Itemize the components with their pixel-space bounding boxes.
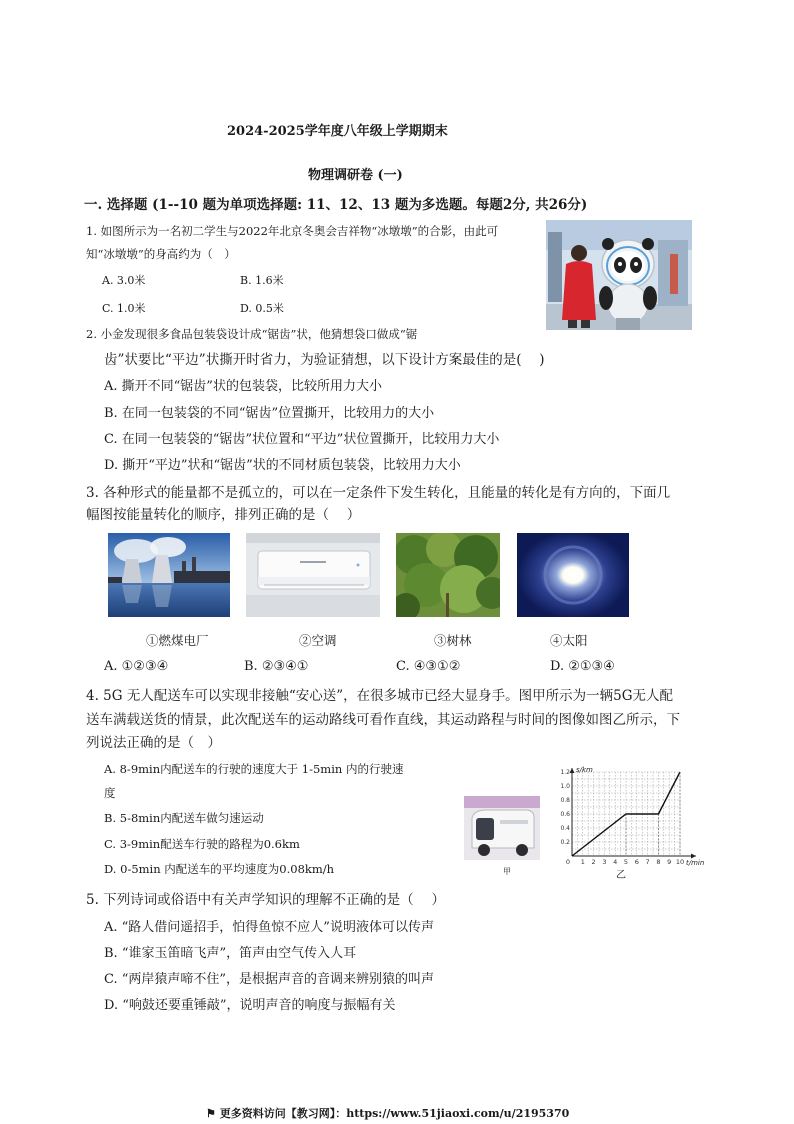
x-tick-label: 10: [675, 858, 685, 866]
q1-line2: 知“冰墩墩”的身高约为（ ）: [86, 247, 236, 261]
q5-option-b: B. “谁家玉笛暗飞声”，笛声由空气传入人耳: [104, 946, 357, 961]
q3-option-c: C. ④③①②: [396, 659, 461, 674]
q3-caption-2: ②空调: [299, 633, 337, 648]
x-tick-label: 1: [580, 858, 585, 866]
q2-option-a: A. 撕开不同“锯齿”状的包装袋，比较所用力大小: [104, 379, 382, 394]
q3-forest-image: [396, 533, 500, 617]
q3-option-d: D. ②①③④: [550, 659, 615, 674]
q2-line1: 2. 小金发现很多食品包装袋设计成“锯齿”状，他猜想袋口做成“锯: [86, 327, 418, 341]
q4-line1: 4. 5G 无人配送车可以实现非接触“安心送”，在很多城市已经大显身手。图甲所示为一辆5G无人配: [86, 688, 674, 704]
x-axis-arrow: [691, 854, 696, 859]
q3-option-b: B. ②③④①: [244, 659, 309, 674]
q4-option-a: A. 8-9min内配送车的行驶的速度大于 1-5min 内的行驶速: [104, 762, 404, 776]
q3-caption-3: ③树林: [434, 633, 472, 648]
x-tick-label: 5: [623, 858, 629, 866]
x-tick-label: 2: [591, 858, 596, 866]
footer-link[interactable]: 更多资料访问【教习网】：https://www.51jiaoxi.com/u/2195370: [219, 1107, 570, 1120]
y-tick-label: 0.6: [560, 811, 570, 819]
exam-title: 2024-2025学年度八年级上学期期末: [227, 124, 448, 139]
q3-caption-4: ④太阳: [550, 633, 588, 648]
q3-line1: 3. 各种形式的能量都不是孤立的，可以在一定条件下发生转化，且能量的转化是有方向的，下面几: [86, 485, 671, 501]
y-axis-arrow: [570, 768, 575, 773]
y-tick-label: 0.2: [560, 839, 570, 847]
q1-option-c: C. 1.0米: [102, 302, 146, 315]
q4-line3: 列说法正确的是（ ）: [86, 735, 221, 751]
q3-line2: 幅图按能量转化的顺序，排列正确的是（ ）: [86, 507, 361, 523]
q3-option-a: A. ①②③④: [104, 659, 169, 674]
q5-line1: 5. 下列诗词或俗语中有关声学知识的理解不正确的是（ ）: [86, 892, 445, 908]
q5-option-c: C. “两岸猿声啼不住”，是根据声音的音调来辨别猿的叫声: [104, 972, 435, 987]
x-tick-label: 0: [565, 858, 571, 866]
x-tick-label: 6: [634, 858, 639, 866]
q4-delivery-vehicle-image: [464, 796, 540, 860]
q1-line1: 1. 如图所示为一名初二学生与2022年北京冬奥会吉祥物“冰墩墩”的合影，由此可: [86, 224, 499, 238]
q2-option-b: B. 在同一包装袋的不同“锯齿”位置撕开，比较用力的大小: [104, 406, 435, 421]
q3-sun-image: [517, 533, 629, 617]
section-heading: 一. 选择题 (1--10 题为单项选择题: 11、12、13 题为多选题。每题2分, 共26分): [84, 197, 588, 213]
q4-line2: 送车满载送货的情景，此次配送车的运动路线可看作直线，其运动路程与时间的图像如图乙所示，下: [86, 712, 680, 728]
x-tick-label: 4: [613, 858, 618, 866]
q1-option-d: D. 0.5米: [240, 302, 284, 315]
q4-option-d: D. 0-5min 内配送车的平均速度为0.08km/h: [104, 862, 335, 876]
chart-axes: [560, 766, 704, 867]
q2-line2: 齿”状要比“平边”状撕开时省力，为验证猜想，以下设计方案最佳的是( ): [104, 352, 545, 368]
y-tick-label: 0.4: [560, 825, 570, 833]
q5-option-a: A. “路人借问遥招手，怕得鱼惊不应人”说明液体可以传声: [104, 920, 434, 935]
q3-power-plant-image: [108, 533, 230, 617]
q1-option-b: B. 1.6米: [240, 274, 284, 287]
y-tick-label: 1.0: [560, 783, 570, 791]
q4-option-b: B. 5-8min内配送车做匀速运动: [104, 811, 264, 825]
q5-option-d: D. “响鼓还要重锤敲”，说明声音的响度与振幅有关: [104, 998, 396, 1013]
x-tick-label: 7: [645, 858, 650, 866]
q4-fig-label-jia: 甲: [503, 867, 511, 876]
q2-option-d: D. 撕开“平边”状和“锯齿”状的不同材质包装袋，比较用力大小: [104, 458, 461, 473]
x-axis-label: t/min: [686, 859, 705, 867]
footer[interactable]: [206, 1105, 569, 1121]
q3-air-conditioner-image: [246, 533, 380, 617]
flag-icon: ⚑: [206, 1107, 216, 1120]
x-tick-label: 3: [602, 858, 607, 866]
q4-option-c: C. 3-9min配送车行驶的路程为0.6km: [104, 837, 300, 851]
q2-option-c: C. 在同一包装袋的“锯齿”状位置和“平边”状位置撕开，比较用力大小: [104, 432, 500, 447]
q3-caption-1: ①燃煤电厂: [146, 633, 209, 648]
x-tick-label: 8: [656, 858, 661, 866]
q4-fig-label-yi: 乙: [616, 870, 626, 881]
exam-subtitle: 物理调研卷 (一): [308, 168, 403, 183]
q1-mascot-photo: [546, 220, 692, 330]
y-tick-label: 1.2: [560, 769, 570, 777]
x-tick-label: 9: [667, 858, 672, 866]
q4-distance-time-chart: [550, 760, 708, 882]
q1-option-a: A. 3.0米: [102, 274, 146, 287]
y-axis-label: s/km: [576, 766, 593, 774]
y-tick-label: 0.8: [560, 797, 570, 805]
q4-option-a-cont: 度: [104, 786, 116, 800]
